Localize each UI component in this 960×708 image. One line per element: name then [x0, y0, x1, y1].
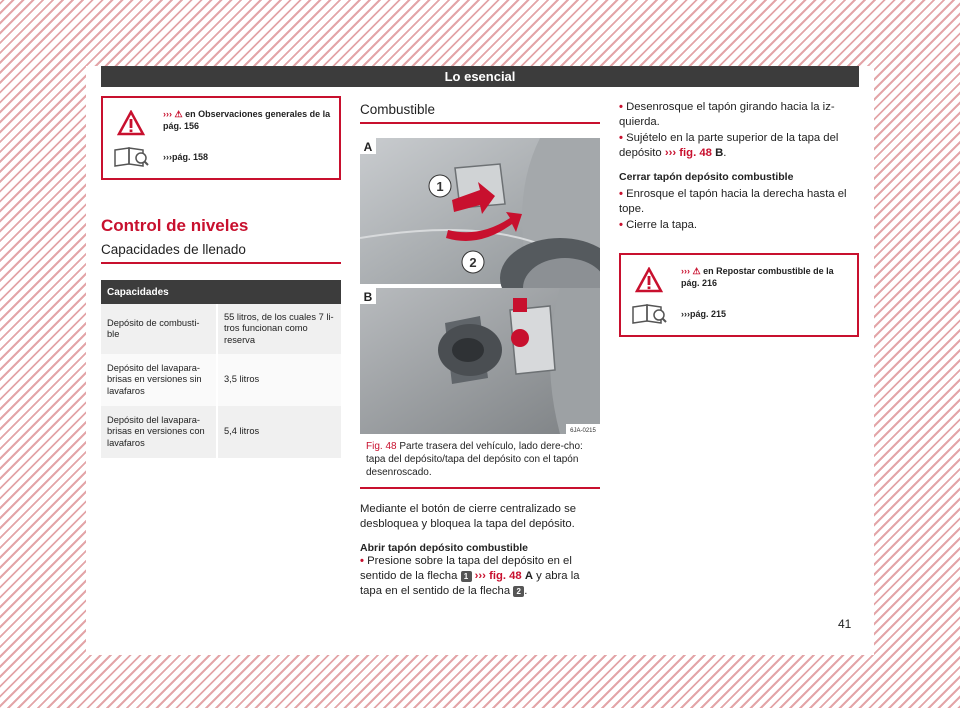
section-title: Control de niveles — [101, 216, 249, 235]
arrow-2-label: 2 — [469, 255, 477, 270]
row-label: Depósito del lavapara-brisas en versiones sin lavafaros — [101, 354, 217, 406]
column-right — [619, 100, 859, 337]
bullet-dot: • — [619, 132, 623, 144]
bullet-item — [619, 131, 859, 161]
bullet-item — [619, 218, 859, 233]
column-middle — [360, 96, 600, 599]
figure-48 — [360, 138, 600, 488]
bullet-item — [619, 187, 859, 217]
table-row — [101, 304, 341, 354]
bullet-text: y abra la tapa en el sentido de la flecha — [360, 570, 580, 597]
small-warning-icon: ⚠ — [692, 266, 701, 276]
table-row — [101, 406, 341, 458]
arrow-2-marker: 2 — [513, 586, 524, 597]
subheading-close: Cerrar tapón depósito combustible — [619, 171, 794, 183]
row-value: 3,5 litros — [217, 354, 341, 406]
bullet-text: Presione sobre la tapa del depósito en el sentido de la flecha — [360, 555, 572, 582]
column-left — [101, 96, 341, 458]
page-number: 41 — [838, 617, 852, 631]
small-warning-icon: ⚠ — [174, 109, 183, 119]
panel-ref: A — [524, 570, 534, 582]
bullet-dot: • — [619, 101, 623, 113]
bullet-text: Cierre la tapa. — [626, 219, 698, 231]
subheading-open: Abrir tapón depósito combustible — [360, 542, 529, 554]
fuel-door-illustration — [360, 138, 600, 434]
arrows-glyph: ››› — [681, 266, 690, 276]
caption-label: Fig. 48 — [366, 441, 397, 452]
warning-text — [163, 108, 333, 132]
page-ref[interactable]: ›››pág. 215 — [681, 309, 727, 319]
bullet-text: Desenrosque el tapón girando hacia la iz-quierda. — [619, 101, 835, 128]
warning-box — [101, 96, 341, 180]
panel-b-label: B — [363, 290, 373, 304]
warning-ref-text[interactable]: en Observaciones generales de la pág. 156 — [163, 109, 331, 131]
section-title-fuel: Combustible — [360, 102, 600, 124]
figure-link[interactable]: ››› fig. 48 — [474, 570, 522, 582]
page-header: Lo esencial — [101, 66, 859, 87]
subsection-title: Capacidades de llenado — [101, 242, 341, 264]
intro-paragraph: Mediante el botón de cierre centralizado se desbloquea y bloquea la tapa del depósito. — [360, 503, 577, 530]
table-header: Capacidades — [101, 280, 341, 304]
arrow-1-marker: 1 — [461, 571, 472, 582]
bullet-item — [619, 100, 859, 130]
warning-triangle-icon — [117, 110, 145, 136]
bullet-text: Enrosque el tapón hacia la derecha hasta el tope. — [619, 188, 847, 215]
row-label: Depósito de combusti-ble — [101, 304, 217, 354]
row-value: 5,4 litros — [217, 406, 341, 458]
figure-code: 6JA-0215 — [570, 428, 596, 434]
bullet-text: . — [524, 585, 528, 597]
row-value: 55 litros, de los cuales 7 li-tros funcionan como reserva — [217, 304, 341, 354]
manual-book-icon — [631, 301, 667, 325]
bullet-text: Sujételo en la parte superior de la tapa del depósito — [619, 132, 839, 159]
arrow-1-label: 1 — [436, 179, 444, 194]
caption-text: Parte trasera del vehículo, lado dere-cho: tapa del depósito/tapa del depósito con el tapón desenroscado. — [366, 441, 583, 478]
manual-book-icon — [113, 144, 149, 168]
warning-box — [619, 253, 859, 337]
warning-triangle-icon — [635, 267, 663, 293]
bullet-text: . — [723, 147, 727, 159]
page-ref[interactable]: ›››pág. 158 — [163, 152, 209, 162]
row-label: Depósito del lavapara-brisas en versiones con lavafaros — [101, 406, 217, 458]
bullet-dot: • — [619, 188, 623, 200]
figure-link[interactable]: ››› fig. 48 — [664, 147, 712, 159]
figure-caption — [360, 440, 600, 489]
arrows-glyph: ››› — [163, 109, 172, 119]
bullet-dot: • — [619, 219, 623, 231]
panel-a-label: A — [363, 140, 373, 154]
panel-ref: B — [715, 147, 724, 159]
table-row — [101, 354, 341, 406]
bullet-item — [360, 554, 600, 599]
warning-text — [681, 265, 851, 289]
warning-ref-text[interactable]: en Repostar combustible de la pág. 216 — [681, 266, 834, 288]
bullet-dot: • — [360, 555, 364, 567]
capacities-table — [101, 280, 341, 458]
